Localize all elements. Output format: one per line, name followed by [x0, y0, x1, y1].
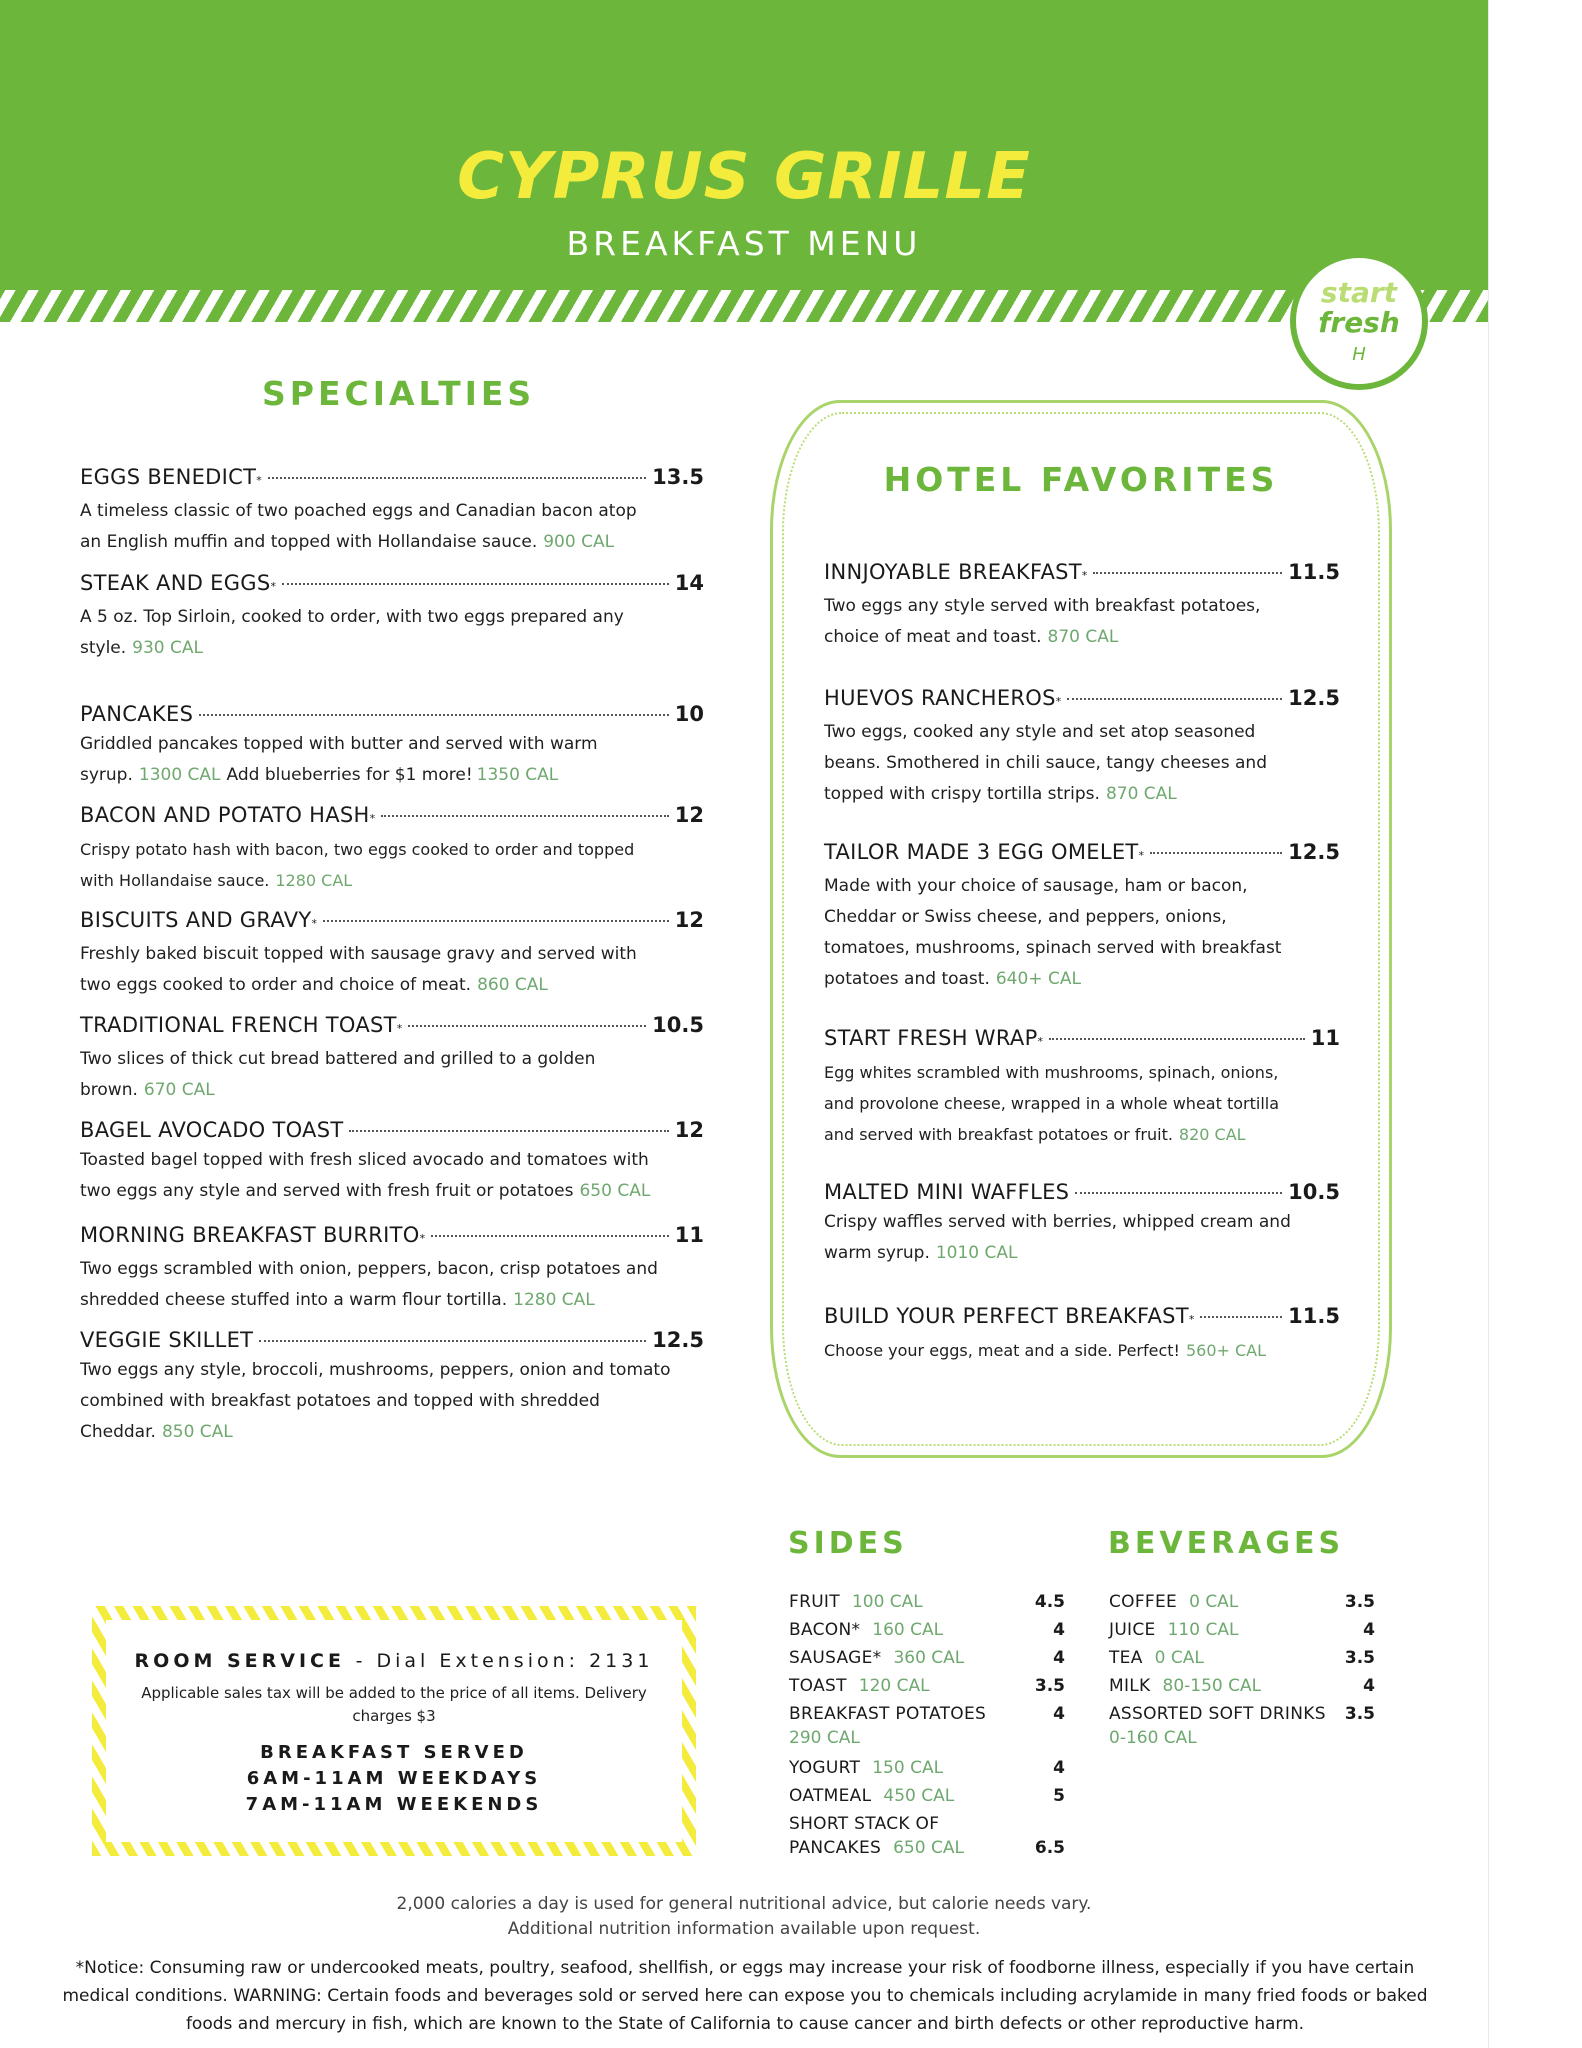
side-name: OATMEAL: [789, 1786, 872, 1806]
item-extra: Add blueberries for $1 more!: [226, 765, 473, 785]
badge-word-start: start: [1320, 276, 1398, 309]
item-desc: Made with your choice of sausage, ham or bacon, Cheddar or Swiss cheese, and peppers, onions, tomatoes, mushrooms, spinach served with breakfast potatoes and toast.: [824, 876, 1282, 989]
item-cal: 640+ CAL: [995, 969, 1081, 989]
menu-item: [824, 837, 1340, 995]
room-service-title: [92, 1650, 696, 1672]
item-star: *: [1138, 849, 1145, 862]
side-name: SAUSAGE*: [789, 1648, 882, 1668]
item-cal: 1280 CAL: [513, 1290, 595, 1310]
side-name: TOAST: [789, 1676, 847, 1696]
beverage-name: ASSORTED SOFT DRINKS: [1109, 1704, 1326, 1724]
beverage-price: 3.5: [1344, 1648, 1375, 1668]
side-row: [789, 1702, 1065, 1750]
room-service-note: Applicable sales tax will be added to the price of all items. Delivery charges $3: [141, 1684, 647, 1725]
item-cal: 1300 CAL: [138, 765, 221, 785]
item-star: *: [419, 1232, 426, 1245]
item-star: *: [1037, 1035, 1044, 1048]
item-cal: 870 CAL: [1105, 784, 1177, 804]
item-name: START FRESH WRAP: [824, 1026, 1038, 1050]
beverage-price: 3.5: [1344, 1704, 1375, 1724]
item-name: BISCUITS AND GRAVY: [80, 908, 312, 932]
item-cal: 820 CAL: [1178, 1125, 1246, 1144]
item-cal: 900 CAL: [543, 532, 615, 552]
item-desc: Two eggs, cooked any style and set atop seasoned beans. Smothered in chili sauce, tangy cheeses and topped with crispy tortilla strips.: [824, 722, 1267, 804]
item-star: *: [311, 917, 318, 930]
item-name: EGGS BENEDICT: [80, 465, 257, 489]
side-row: [789, 1646, 1065, 1670]
room-service-box: [92, 1606, 696, 1856]
leader-dots: [349, 1130, 668, 1132]
item-star: *: [256, 474, 262, 487]
side-name: SHORT STACK OF: [789, 1814, 940, 1834]
item-cal: 650 CAL: [579, 1181, 651, 1201]
beverage-row: [1109, 1702, 1375, 1750]
side-name: BACON*: [789, 1620, 861, 1640]
item-cal: 1280 CAL: [275, 871, 353, 890]
item-star: *: [1081, 569, 1088, 582]
leader-dots: [408, 1025, 646, 1027]
item-price: 14: [674, 571, 704, 595]
leader-dots: [1067, 698, 1282, 700]
item-name: STEAK AND EGGS: [80, 571, 271, 595]
item-desc: A timeless classic of two poached eggs and Canadian bacon atop an English muffin and topped with Hollandaise sauce.: [80, 501, 637, 552]
beverage-cal: 110 CAL: [1167, 1620, 1239, 1640]
leader-dots: [282, 583, 669, 585]
item-price: 12: [674, 803, 704, 827]
leader-dots: [1200, 1316, 1282, 1318]
side-cal: 650 CAL: [893, 1838, 964, 1858]
leader-dots: [199, 714, 669, 716]
leader-dots: [323, 920, 669, 922]
beverage-name: TEA: [1109, 1648, 1143, 1668]
side-row: [789, 1674, 1065, 1698]
item-cal: 850 CAL: [161, 1422, 233, 1442]
item-desc: Toasted bagel topped with fresh sliced avocado and tomatoes with two eggs any style and served with fresh fruit or potatoes: [80, 1150, 649, 1201]
item-star: *: [1188, 1313, 1195, 1326]
leader-dots: [1075, 1192, 1282, 1194]
side-price: 4: [1053, 1704, 1065, 1724]
item-price: 10.5: [652, 1013, 704, 1037]
beverage-cal: 80-150 CAL: [1162, 1676, 1262, 1696]
leader-dots: [431, 1235, 669, 1237]
item-name: MALTED MINI WAFFLES: [824, 1180, 1070, 1204]
side-cal: 150 CAL: [872, 1758, 944, 1778]
menu-subtitle: BREAKFAST MENU: [566, 224, 922, 263]
menu-item: [80, 1115, 704, 1207]
item-price: 12: [674, 908, 704, 932]
beverage-price: 3.5: [1344, 1592, 1375, 1612]
favorites-heading: HOTEL FAVORITES: [883, 460, 1279, 499]
item-name: VEGGIE SKILLET: [80, 1328, 254, 1352]
item-price: 12: [674, 1118, 704, 1142]
hours-weekdays: 6AM-11AM WEEKDAYS: [246, 1768, 542, 1789]
side-row: [789, 1812, 1065, 1860]
item-desc: Crispy waffles served with berries, whipped cream and warm syrup.: [824, 1212, 1291, 1263]
hotel-logo-icon: H: [1352, 344, 1366, 365]
menu-item: [80, 1010, 704, 1106]
menu-item: [80, 905, 704, 1001]
item-star: *: [396, 1022, 403, 1035]
side-row: [789, 1618, 1065, 1642]
item-name: TAILOR MADE 3 EGG OMELET: [824, 840, 1139, 864]
beverage-row: [1109, 1646, 1375, 1670]
side-name: YOGURT: [789, 1758, 861, 1778]
menu-item: [80, 1325, 704, 1448]
leader-dots: [381, 815, 669, 817]
side-cal: 290 CAL: [789, 1728, 860, 1748]
side-row: [789, 1590, 1065, 1614]
beverage-name: COFFEE: [1109, 1592, 1178, 1612]
item-name: MORNING BREAKFAST BURRITO: [80, 1223, 420, 1247]
beverage-name: MILK: [1109, 1676, 1151, 1696]
beverage-price: 4: [1363, 1620, 1375, 1640]
item-name: BAGEL AVOCADO TOAST: [80, 1118, 344, 1142]
nutrition-info: Additional nutrition information available upon request.: [507, 1919, 981, 1939]
side-cal: 120 CAL: [858, 1676, 930, 1696]
leader-dots: [1093, 572, 1282, 574]
leader-dots: [268, 477, 646, 479]
item-price: 13.5: [652, 465, 704, 489]
page-edge: [1488, 0, 1582, 2048]
item-desc: Choose your eggs, meat and a side. Perfect!: [824, 1341, 1180, 1360]
side-row: [789, 1756, 1065, 1780]
menu-item: [824, 1177, 1340, 1269]
brand-title: CYPRUS GRILLE: [457, 140, 1031, 214]
item-desc: Freshly baked biscuit topped with sausage gravy and served with two eggs cooked to order and choice of meat.: [80, 944, 637, 995]
side-price: 3.5: [1034, 1676, 1065, 1696]
item-desc: A 5 oz. Top Sirloin, cooked to order, with two eggs prepared any style.: [80, 607, 624, 658]
menu-item: [824, 683, 1340, 810]
beverages-heading: BEVERAGES: [1108, 1526, 1345, 1561]
item-name: PANCAKES: [80, 702, 194, 726]
item-price: 10: [674, 702, 704, 726]
item-cal: 1010 CAL: [935, 1243, 1018, 1263]
beverage-row: [1109, 1618, 1375, 1642]
beverage-row: [1109, 1590, 1375, 1614]
side-name: FRUIT: [789, 1592, 840, 1612]
item-price: 11: [1310, 1026, 1340, 1050]
beverage-cal: 0 CAL: [1154, 1648, 1204, 1668]
start-fresh-badge: [1290, 252, 1428, 390]
item-price: 12.5: [1288, 840, 1340, 864]
beverage-row: [1109, 1674, 1375, 1698]
menu-item: [824, 557, 1340, 653]
side-price: 4.5: [1034, 1592, 1065, 1612]
side-cal: 360 CAL: [893, 1648, 965, 1668]
item-name: INNJOYABLE BREAKFAST: [824, 560, 1082, 584]
item-star: *: [270, 580, 277, 593]
side-cal: 450 CAL: [883, 1786, 955, 1806]
menu-item: [80, 462, 704, 558]
item-price: 12.5: [1288, 686, 1340, 710]
calorie-advice: 2,000 calories a day is used for general nutritional advice, but calorie needs vary.: [396, 1894, 1092, 1914]
side-name-cont: PANCAKES: [789, 1838, 882, 1858]
item-star: *: [369, 812, 376, 825]
beverage-name: JUICE: [1109, 1620, 1156, 1640]
menu-item: [80, 1220, 704, 1316]
badge-word-fresh: fresh: [1318, 306, 1400, 339]
item-desc: Two slices of thick cut bread battered and grilled to a golden brown.: [80, 1049, 596, 1100]
sides-heading: SIDES: [788, 1526, 908, 1561]
menu-item: [80, 800, 704, 896]
item-cal: 870 CAL: [1047, 627, 1119, 647]
item-cal: 560+ CAL: [1185, 1341, 1267, 1360]
item-cal: 930 CAL: [132, 638, 203, 658]
side-cal: 100 CAL: [851, 1592, 923, 1612]
leader-dots: [1049, 1038, 1305, 1040]
side-price: 4: [1053, 1648, 1065, 1668]
item-desc: Crispy potato hash with bacon, two eggs cooked to order and topped with Hollandaise sauce.: [80, 840, 635, 890]
beverage-cal: 0-160 CAL: [1109, 1728, 1197, 1748]
item-desc: Two eggs any style, broccoli, mushrooms, peppers, onion and tomato combined with breakfast potatoes and topped with shredded Cheddar.: [80, 1360, 671, 1442]
menu-item: [824, 1301, 1340, 1366]
item-desc: Egg whites scrambled with mushrooms, spinach, onions, and provolone cheese, wrapped in a whole wheat tortilla and served with breakfast potatoes or fruit.: [824, 1063, 1280, 1144]
leader-dots: [259, 1340, 646, 1342]
side-price: 4: [1053, 1620, 1065, 1640]
item-price: 11: [674, 1223, 704, 1247]
specialties-heading: SPECIALTIES: [262, 374, 536, 413]
item-name: HUEVOS RANCHEROS: [824, 686, 1056, 710]
item-price: 11.5: [1288, 1304, 1340, 1328]
side-row: [789, 1784, 1065, 1808]
item-name: BUILD YOUR PERFECT BREAKFAST: [824, 1304, 1189, 1328]
menu-item: [80, 568, 704, 664]
item-price: 12.5: [652, 1328, 704, 1352]
item-desc: Two eggs any style served with breakfast potatoes, choice of meat and toast.: [824, 596, 1261, 647]
side-cal: 160 CAL: [872, 1620, 944, 1640]
item-name: TRADITIONAL FRENCH TOAST: [80, 1013, 397, 1037]
beverage-price: 4: [1363, 1676, 1375, 1696]
item-price: 11.5: [1288, 560, 1340, 584]
leader-dots: [1150, 852, 1282, 854]
menu-item: [80, 699, 704, 791]
item-cal: 860 CAL: [477, 975, 548, 995]
side-name: BREAKFAST POTATOES: [789, 1704, 987, 1724]
side-price: 6.5: [1034, 1838, 1065, 1858]
header-stripes: [0, 290, 1488, 322]
item-name: BACON AND POTATO HASH: [80, 803, 370, 827]
item-desc: Two eggs scrambled with onion, peppers, bacon, crisp potatoes and shredded cheese stuffed into a warm flour tortilla.: [80, 1259, 658, 1310]
room-service-label: ROOM SERVICE: [134, 1650, 345, 1672]
item-desc: Griddled pancakes topped with butter and served with warm syrup.: [80, 734, 598, 785]
beverage-cal: 0 CAL: [1189, 1592, 1239, 1612]
hours-weekends: 7AM-11AM WEEKENDS: [245, 1794, 543, 1815]
item-cal-alt: 1350 CAL: [476, 765, 559, 785]
health-notice: *Notice: Consuming raw or undercooked meats, poultry, seafood, shellfish, or eggs may increase your risk of foodborne illness, especially if you have certain medical conditions. WARNING: Certain foods and beverages sold or served here can expose you to chemicals including acrylamide in many fried foods or baked foods and mercury in fish, which are known to the State of California to cause cancer and birth defects or other reproductive harm.: [62, 1958, 1428, 2034]
side-price: 5: [1053, 1786, 1065, 1806]
side-price: 4: [1053, 1758, 1065, 1778]
item-price: 10.5: [1288, 1180, 1340, 1204]
item-star: *: [1055, 695, 1062, 708]
room-service-extension: - Dial Extension: 2131: [355, 1650, 654, 1672]
breakfast-served: BREAKFAST SERVED: [260, 1742, 528, 1763]
item-cal: 670 CAL: [143, 1080, 215, 1100]
menu-item: [824, 1023, 1340, 1150]
